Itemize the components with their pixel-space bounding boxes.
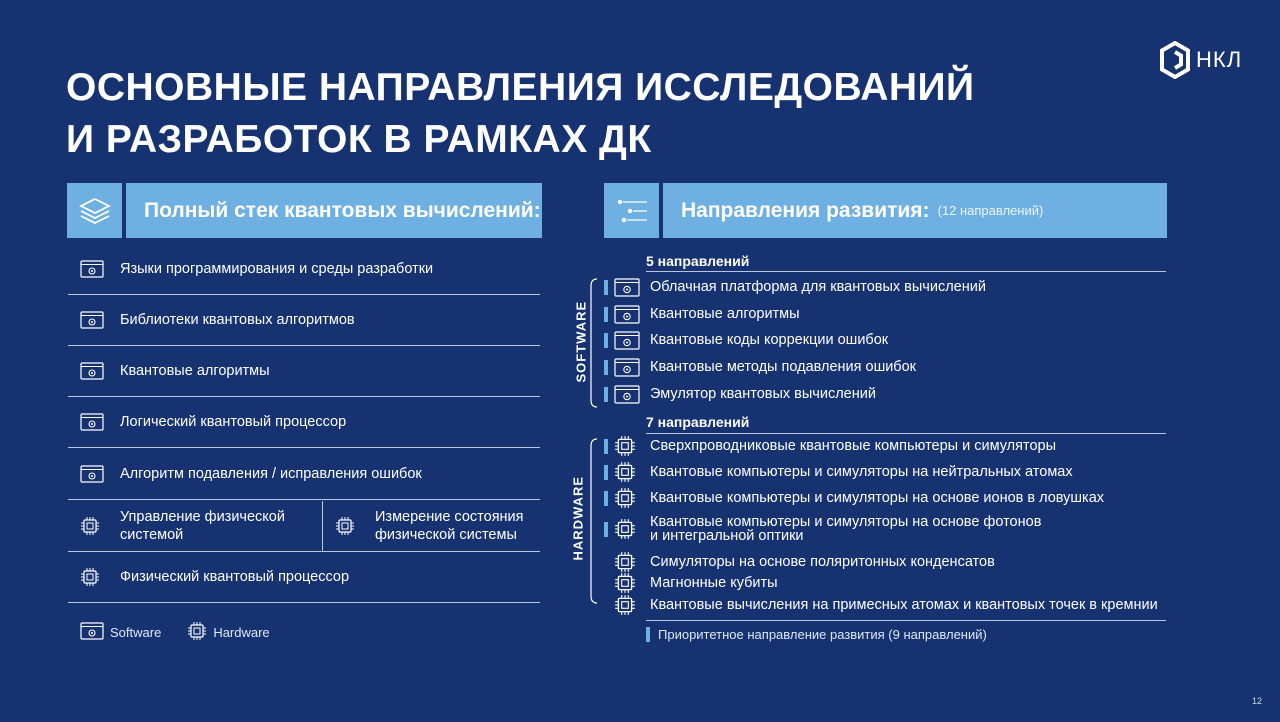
- stack-row: [68, 397, 540, 448]
- branches-icon: [614, 196, 650, 226]
- direction-label: Квантовые компьютеры и симуляторы на нейтральных атомах: [650, 464, 1073, 480]
- page-title: [66, 62, 975, 166]
- direction-item: [604, 355, 916, 379]
- stack-row: [68, 449, 540, 500]
- hardware-chip-icon: [335, 516, 359, 536]
- hardware-chip-icon: [614, 487, 640, 509]
- priority-mark: [604, 439, 608, 454]
- hardware-count: 7 направлений: [646, 414, 750, 430]
- right-header-icon-box: [604, 183, 659, 238]
- software-count: 5 направлений: [646, 253, 750, 269]
- direction-item: [604, 593, 1158, 617]
- priority-note-label: Приоритетное направление развития (9 направлений): [658, 627, 987, 642]
- direction-label: Симуляторы на основе поляритонных конденсатов: [650, 554, 995, 570]
- direction-label: Квантовые вычисления на примесных атомах и квантовых точек в кремнии: [650, 597, 1158, 613]
- legend-software-label: Software: [110, 625, 162, 640]
- hardware-chip-icon: [614, 594, 640, 616]
- direction-item: [604, 382, 876, 406]
- hardware-chip-icon: [614, 461, 640, 483]
- direction-label: Сверхпроводниковые квантовые компьютеры и симуляторы: [650, 438, 1057, 454]
- direction-item: [604, 275, 986, 299]
- direction-label: Квантовые алгоритмы: [650, 306, 800, 322]
- direction-label: Квантовые коды коррекции ошибок: [650, 332, 889, 348]
- legend-hardware-label: Hardware: [213, 625, 270, 640]
- title-line-1: ОСНОВНЫЕ НАПРАВЛЕНИЯ ИССЛЕДОВАНИЙ: [66, 66, 975, 109]
- software-icon: [80, 311, 104, 329]
- hardware-section-label: HARDWARE: [570, 475, 586, 561]
- direction-label: Квантовые компьютеры и симуляторы на основе фотонов и интегральной оптики: [650, 514, 1042, 544]
- direction-item: [604, 571, 778, 595]
- stack-row-split: [68, 501, 540, 552]
- direction-label: Магнонные кубиты: [650, 575, 778, 591]
- stack-row-label: Квантовые алгоритмы: [120, 363, 270, 379]
- priority-mark: [604, 360, 608, 375]
- priority-mark: [604, 465, 608, 480]
- direction-label: Эмулятор квантовых вычислений: [650, 386, 876, 402]
- hardware-chip-icon: [80, 567, 104, 587]
- left-header-title: Полный стек квантовых вычислений:: [144, 198, 541, 222]
- direction-item: [604, 434, 1056, 458]
- hardware-chip-icon: [614, 518, 640, 540]
- software-icon: [614, 305, 640, 324]
- nkl-logo-icon: [1160, 41, 1190, 79]
- software-icon: [614, 358, 640, 377]
- left-header: [126, 183, 542, 238]
- priority-mark: [604, 280, 608, 295]
- right-header-title: Направления развития:: [681, 198, 930, 222]
- software-icon: [80, 465, 104, 483]
- logo-text: НКЛ: [1196, 47, 1243, 72]
- priority-mark: [604, 491, 608, 506]
- software-icon: [80, 362, 104, 380]
- software-brace: [588, 278, 598, 408]
- software-icon: [80, 413, 104, 431]
- stack-cell-label: Управление физической системой: [120, 509, 285, 543]
- legend: [80, 621, 270, 644]
- hardware-chip-icon: [187, 621, 207, 644]
- priority-mark: [646, 627, 650, 642]
- title-line-2: И РАЗРАБОТОК В РАМКАХ ДК: [66, 118, 652, 161]
- priority-note: [646, 627, 987, 642]
- stack-row: [68, 295, 540, 346]
- software-icon: [80, 622, 104, 643]
- right-header: [663, 183, 1167, 238]
- stack-cell: [68, 501, 323, 551]
- stack-row-label: Алгоритм подавления / исправления ошибок: [120, 466, 422, 482]
- priority-mark: [604, 522, 608, 537]
- stack-cell: [323, 501, 539, 551]
- left-header-icon-box: [67, 183, 122, 238]
- stack-row: [68, 346, 540, 397]
- direction-label: Облачная платформа для квантовых вычислений: [650, 279, 986, 295]
- software-icon: [614, 331, 640, 350]
- software-section-label: SOFTWARE: [573, 300, 589, 383]
- divider: [646, 271, 1166, 272]
- divider: [646, 620, 1166, 621]
- direction-item: [604, 514, 1050, 544]
- right-header-subtitle: (12 направлений): [937, 203, 1044, 218]
- hardware-chip-icon: [614, 572, 640, 594]
- direction-item: [604, 328, 888, 352]
- stack-row: [68, 244, 540, 295]
- priority-mark: [604, 307, 608, 322]
- stack-row-label: Библиотеки квантовых алгоритмов: [120, 312, 355, 328]
- stack-row: [68, 552, 540, 603]
- priority-mark: [604, 333, 608, 348]
- stack-row-label: Физический квантовый процессор: [120, 569, 350, 585]
- stack-row-label: Логический квантовый процессор: [120, 414, 347, 430]
- direction-item: [604, 460, 1073, 484]
- logo: [1160, 38, 1242, 82]
- hardware-chip-icon: [80, 516, 104, 536]
- direction-label: Квантовые методы подавления ошибок: [650, 359, 917, 375]
- direction-item: [604, 302, 800, 326]
- priority-mark: [604, 387, 608, 402]
- hardware-chip-icon: [614, 551, 640, 573]
- stack-row-label: Языки программирования и среды разработки: [120, 261, 434, 277]
- layers-icon: [78, 196, 112, 226]
- software-icon: [614, 385, 640, 404]
- software-icon: [80, 260, 104, 278]
- hardware-brace: [588, 438, 598, 604]
- direction-item: [604, 486, 1104, 510]
- software-icon: [614, 278, 640, 297]
- direction-label: Квантовые компьютеры и симуляторы на основе ионов в ловушках: [650, 490, 1105, 506]
- hardware-chip-icon: [614, 435, 640, 457]
- page-number: 12: [1251, 696, 1262, 706]
- stack-cell-label: Измерение состояния физической системы: [375, 509, 524, 543]
